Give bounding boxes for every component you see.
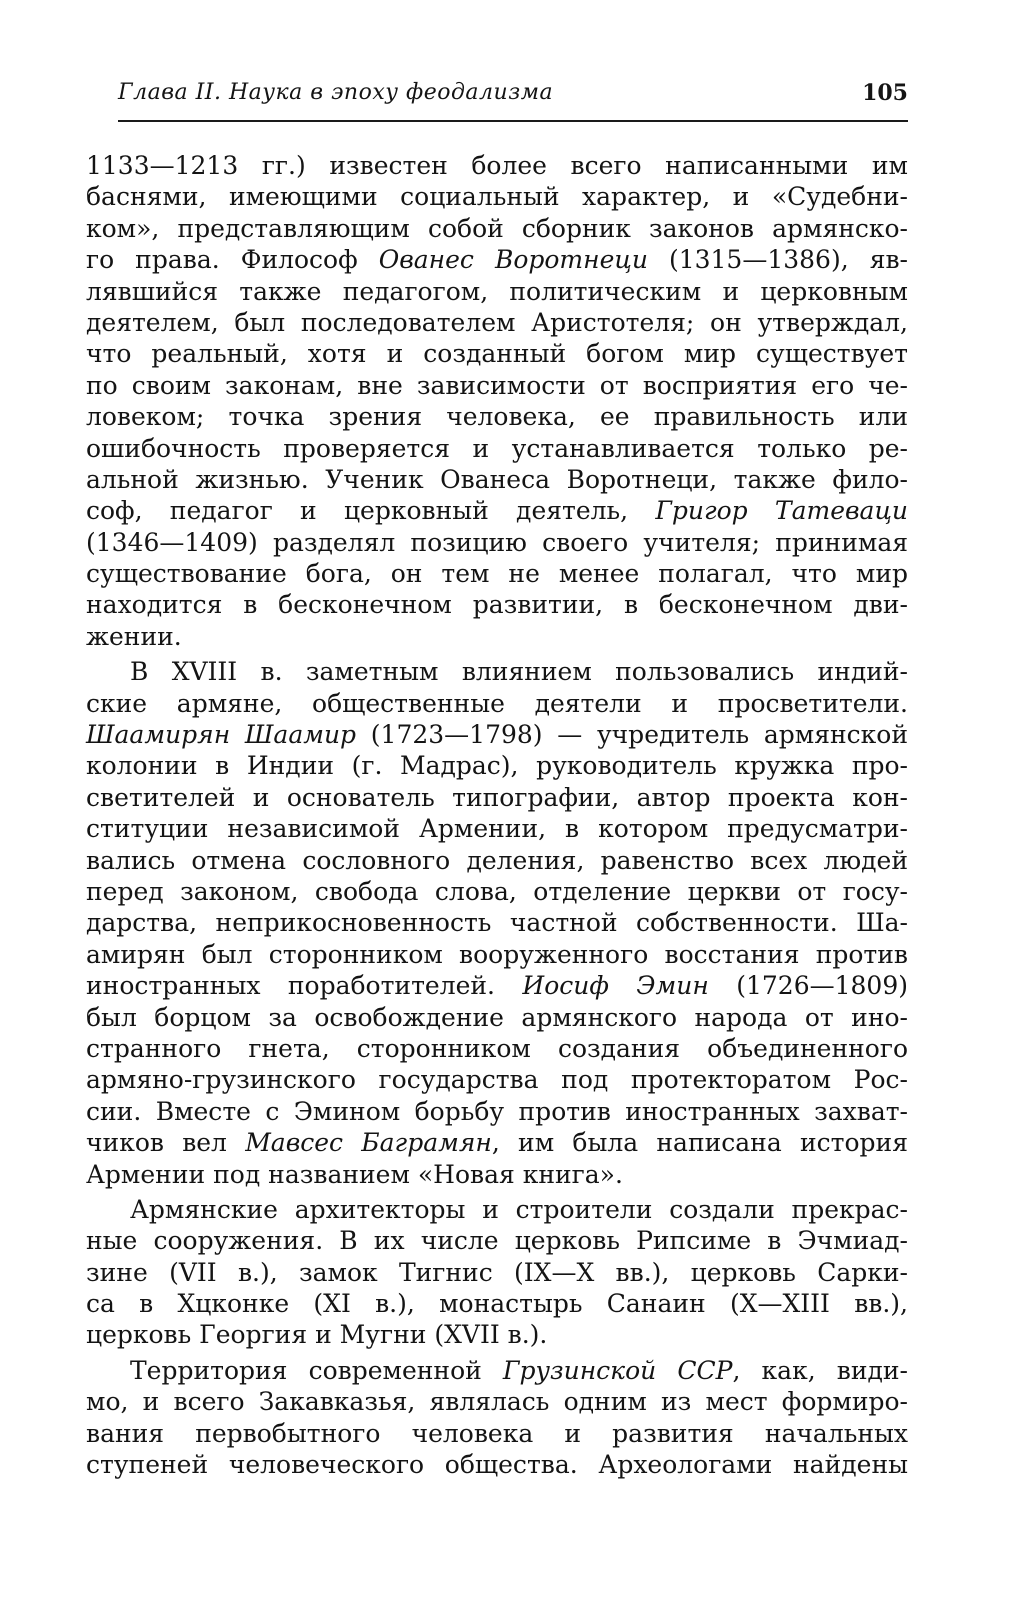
text-run: Армянские архитекторы и строители создали прекрас- xyxy=(130,1194,908,1224)
text-run: , как, види- xyxy=(732,1355,909,1385)
text-run: вания первобытного человека и развития начальных xyxy=(86,1418,908,1448)
text-line xyxy=(86,621,908,652)
text-run: находится в бесконечном развитии, в бесконечном дви- xyxy=(86,590,908,620)
text-line xyxy=(86,1449,908,1480)
text-line xyxy=(86,1002,908,1033)
text-run: ловеком; точка зрения человека, ее правильность или xyxy=(86,402,908,432)
text-run: Территория современной xyxy=(130,1355,503,1385)
text-line xyxy=(86,1033,908,1064)
text-line xyxy=(86,1096,908,1127)
text-line xyxy=(86,527,908,558)
text-run: (1726—1809) xyxy=(708,971,908,1001)
text-line xyxy=(86,939,908,970)
text-line xyxy=(86,150,908,181)
text-run: ком», представляющим собой сборник законов армянско- xyxy=(86,213,908,243)
text-line xyxy=(86,1064,908,1095)
italic-name: Грузинской ССР xyxy=(502,1355,733,1385)
text-run: лявшийся также педагогом, политическим и церковным xyxy=(86,276,908,306)
text-line xyxy=(86,307,908,338)
text-run: деятелем, был последователем Аристотеля; он утверждал, xyxy=(86,307,908,337)
text-run: ские армяне, общественные деятели и просветители. xyxy=(86,688,908,718)
page-number: 105 xyxy=(862,80,908,106)
italic-name: Ованес Воротнеци xyxy=(378,245,648,275)
text-run: дарства, неприкосновенность частной собственности. Ша- xyxy=(86,908,908,938)
text-line xyxy=(86,845,908,876)
text-line xyxy=(86,181,908,212)
text-run: амирян был сторонником вооруженного восстания против xyxy=(86,939,908,969)
text-run: ошибочность проверяется и устанавливается только ре- xyxy=(86,433,908,463)
text-run: перед законом, свобода слова, отделение церкви от госу- xyxy=(86,876,908,906)
text-line xyxy=(86,589,908,620)
italic-name: Мавсес Баграмян xyxy=(245,1128,492,1158)
text-line xyxy=(86,1355,908,1386)
text-run: иностранных поработителей. xyxy=(86,971,523,1001)
text-line xyxy=(86,1257,908,1288)
text-run: мо, и всего Закавказья, являлась одним из мест формиро- xyxy=(86,1387,908,1417)
text-line xyxy=(86,1386,908,1417)
text-line xyxy=(86,433,908,464)
text-line xyxy=(86,656,908,687)
body-text xyxy=(86,150,908,1480)
text-line xyxy=(86,1194,908,1225)
text-line xyxy=(86,750,908,781)
text-run: церковь Георгия и Мугни (XVII в.). xyxy=(86,1320,548,1350)
text-line xyxy=(86,782,908,813)
text-run: по своим законам, вне зависимости от восприятия его че- xyxy=(86,370,908,400)
text-run: существование бога, он тем не менее полагал, что мир xyxy=(86,559,908,589)
text-run: соф, педагог и церковный деятель, xyxy=(86,496,656,526)
text-run: армяно-грузинского государства под протекторатом Рос- xyxy=(86,1065,908,1095)
text-run: 1133—1213 гг.) известен более всего написанными им xyxy=(86,151,908,180)
running-title: Глава II. Наука в эпоху феодализма xyxy=(118,80,554,105)
text-run: жении. xyxy=(86,621,182,651)
text-line xyxy=(86,970,908,1001)
text-line xyxy=(86,558,908,589)
text-line xyxy=(86,213,908,244)
text-line xyxy=(86,907,908,938)
text-run: ные сооружения. В их числе церковь Рипсиме в Эчмиад- xyxy=(86,1226,908,1256)
text-run: баснями, имеющими социальный характер, и «Судебни- xyxy=(86,182,908,212)
italic-name: Иосиф Эмин xyxy=(522,971,709,1001)
text-run: , им была написана история xyxy=(491,1128,908,1158)
text-run: го права. Философ xyxy=(86,245,379,275)
text-run: зине (VII в.), замок Тигнис (IX—X вв.), церковь Сарки- xyxy=(86,1257,908,1287)
text-line xyxy=(86,1288,908,1319)
text-line xyxy=(86,276,908,307)
text-run: вались отмена сословного деления, равенство всех людей xyxy=(86,845,908,875)
text-run: что реальный, хотя и созданный богом мир существует xyxy=(86,339,908,369)
text-line xyxy=(86,688,908,719)
text-run: чиков вел xyxy=(86,1128,246,1158)
text-run: (1346—1409) разделял позицию своего учителя; принимая xyxy=(86,527,908,557)
text-run: ституции независимой Армении, в котором предусматри- xyxy=(86,814,908,844)
text-run: Армении под названием «Новая книга». xyxy=(86,1159,623,1189)
italic-name: Шаамирян Шаамир xyxy=(86,720,357,750)
text-run: был борцом за освобождение армянского народа от ино- xyxy=(86,1002,908,1032)
text-run: (1723—1798) — учредитель армянской xyxy=(356,720,908,750)
text-line xyxy=(86,495,908,526)
text-line xyxy=(86,813,908,844)
text-run: (1315—1386), яв- xyxy=(647,245,908,275)
text-run: ступеней человеческого общества. Археологами найдены xyxy=(86,1450,908,1480)
text-line xyxy=(86,338,908,369)
italic-name: Григор Татеваци xyxy=(655,496,908,526)
text-run: са в Хцконке (XI в.), монастырь Санаин (X—XIII вв.), xyxy=(86,1289,908,1319)
text-run: светителей и основатель типографии, автор проекта кон- xyxy=(86,782,908,812)
text-line xyxy=(86,1319,908,1350)
text-line xyxy=(86,1225,908,1256)
text-line xyxy=(86,1418,908,1449)
text-line xyxy=(86,244,908,275)
text-run: В XVIII в. заметным влиянием пользовались индий- xyxy=(130,657,908,687)
text-line xyxy=(86,401,908,432)
text-run: сии. Вместе с Эмином борьбу против иностранных захват- xyxy=(86,1096,908,1126)
text-line xyxy=(86,464,908,495)
page-header xyxy=(118,76,908,122)
text-line xyxy=(86,719,908,750)
text-run: колонии в Индии (г. Мадрас), руководитель кружка про- xyxy=(86,751,908,781)
text-line xyxy=(86,370,908,401)
text-run: альной жизнью. Ученик Ованеса Воротнеци, также фило- xyxy=(86,464,908,494)
text-line xyxy=(86,1159,908,1190)
text-line xyxy=(86,1127,908,1158)
text-run: странного гнета, сторонником создания объединенного xyxy=(86,1033,908,1063)
text-line xyxy=(86,876,908,907)
